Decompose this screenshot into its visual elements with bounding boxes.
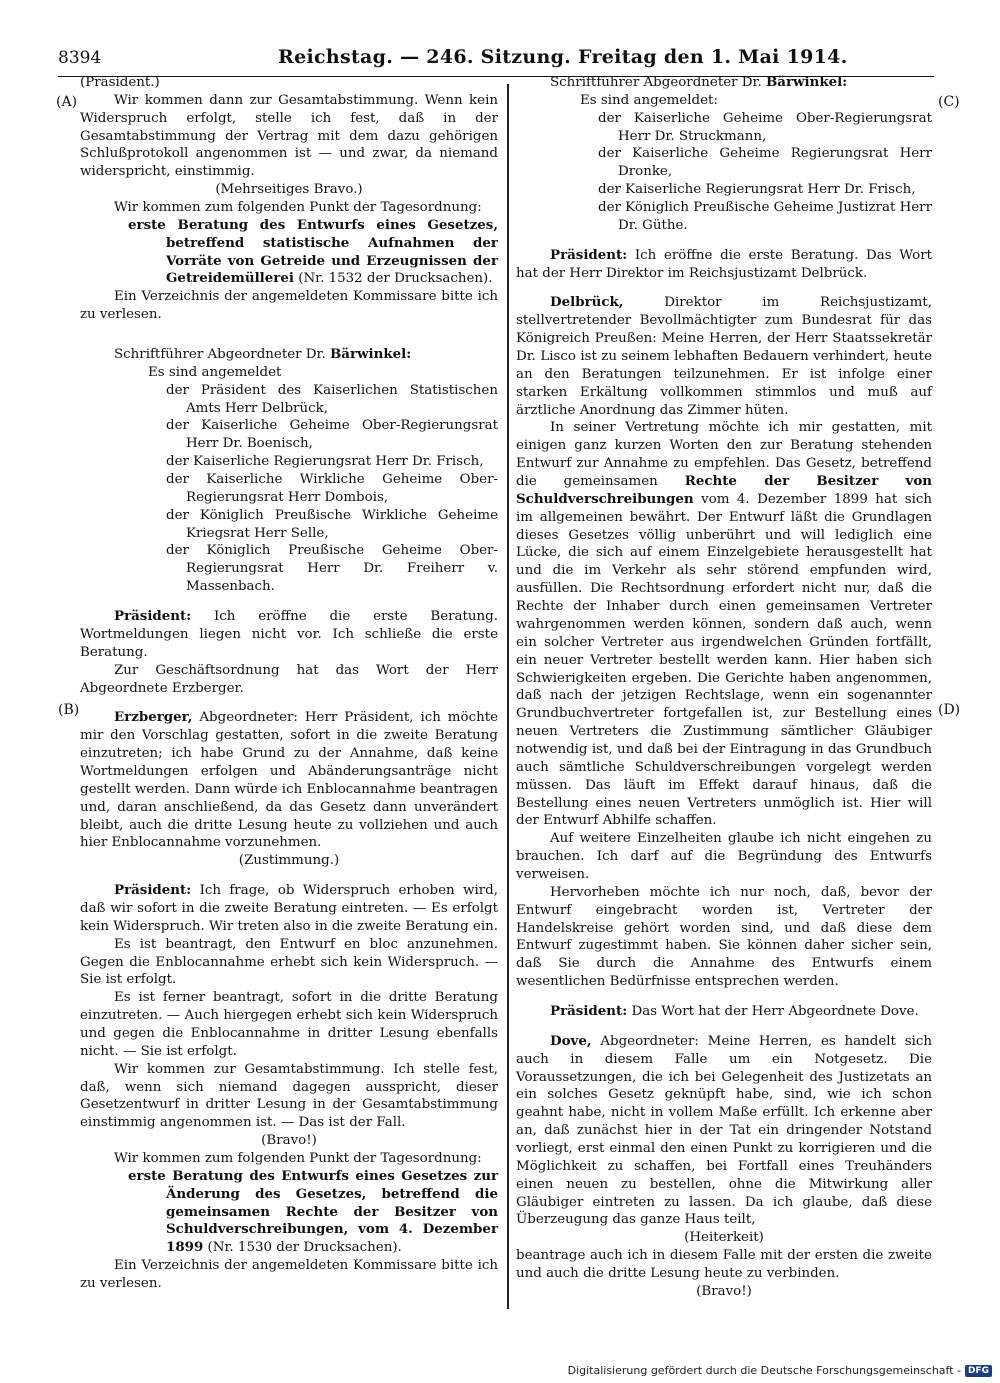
speech-text: Direktor im Reichsjustizamt, stellvertretender Bevollmächtigter zum Bundesrat für das Königreich Preußen: Meine Herren, der Herr Staatssekretär Dr. Lisco ist zu seinem lebhaften Bedauern verhindert, heute an den Beratungen teilzunehmen. Er ist infolge einer starken Erkältung vollkommen stimmlos und muß auf ärztliche Anordnung das Zimmer hüten. [516, 295, 932, 418]
margin-mark-a: (A) [56, 94, 78, 110]
digitization-credit [568, 1364, 992, 1377]
speaker-name: Delbrück, [550, 294, 624, 311]
agenda-item-ref: (Nr. 1532 der Drucksachen). [298, 271, 493, 287]
speech [516, 294, 932, 419]
paragraph [516, 419, 932, 830]
speech [516, 1033, 932, 1229]
list-item: der Königlich Preußische Geheime Ober-Regierungsrat Herr Dr. Freiherr v. Massenbach. [166, 543, 498, 595]
paragraph-text: In seiner Vertretung möchte ich mir gestatten, mit einigen ganz kurzen Worten den zur Beratung stehenden Entwurf zur Annahme zu empfehlen. Das Gesetz, betreffend die gemeinsamen [516, 420, 932, 490]
paragraph: Wir kommen zum folgenden Punkt der Tagesordnung: [114, 200, 482, 216]
list-intro: Es sind angemeldet: [580, 92, 718, 108]
page-number: 8394 [58, 48, 102, 68]
list-item: der Kaiserliche Regierungsrat Herr Dr. Frisch, [166, 454, 484, 470]
speech [516, 247, 932, 283]
margin-mark-c: (C) [938, 94, 960, 110]
paragraph: Hervorheben möchte ich nur noch, daß, bevor der Entwurf eingebracht worden ist, Vertreter der Handelskreise gehört worden sind, und daß diese dem Entwurf zugestimmt haben. Sie können daher sicher sein, daß Sie durch die Annahme des Entwurfs einem wesentlichen Bedürfnisse entsprechen werden. [516, 884, 932, 990]
agenda-item-title: erste Beratung des Entwurfs eines Gesetzes zur Änderung des Gesetzes, betreffend die gemeinsamen Rechte der Besitzer von Schuldverschreibungen, vom 4. Dezember 1899 [128, 1167, 498, 1256]
list-item: der Königlich Preußische Geheime Justizrat Herr Dr. Güthe. [598, 200, 932, 233]
speaker-name: Bärwinkel: [765, 74, 848, 90]
speech [80, 709, 498, 852]
margin-mark-d: (D) [938, 702, 961, 718]
speaker-name: Erzberger, [114, 709, 193, 726]
paragraph: Ein Verzeichnis der angemeldeten Kommissare bitte ich zu verlesen. [80, 289, 498, 323]
speaker-name: Bärwinkel: [329, 346, 412, 363]
agenda-item [80, 217, 498, 288]
speaker-continuation: (Präsident.) [80, 75, 160, 90]
list-item: der Königlich Preußische Wirkliche Geheime Kriegsrat Herr Selle, [166, 507, 498, 541]
speaker-name: Dove, [550, 1032, 592, 1049]
speech-text: Abgeordneter: Meine Herren, es handelt sich auch in diesem Falle um ein Notgesetz. Die Voraussetzungen, die ich bei Gelegenheit des Justizetats an ein solches Gesetz geknüpft habe, sind, wie ich schon geahnt habe, nicht in vollem Maße erfüllt. Ich erkenne aber an, daß zunächst hier in der Tat ein dringender Notstand vorliegt, erst einmal den einen Punkt zu korrigieren und die Möglichkeit zu schaffen, bei Fortfall eines Treuhänders einen neuen zu bestellen, ohne die Mitwirkung aller Gläubiger eintreten zu lassen. Da ich glaube, daß diese Überzeugung das ganze Haus teilt, [516, 1033, 933, 1228]
reaction: (Mehrseitiges Bravo.) [215, 182, 363, 198]
paragraph: Wir kommen zum folgenden Punkt der Tagesordnung: [114, 1150, 482, 1166]
margin-mark-b: (B) [58, 702, 80, 718]
speaker-name: Präsident: [114, 608, 192, 625]
speech-text: Das Wort hat der Herr Abgeordnete Dove. [631, 1003, 919, 1019]
dfg-logo: DFG [965, 1365, 992, 1377]
reaction: (Heiterkeit) [684, 1230, 764, 1246]
list-item: der Kaiserliche Geheime Ober-Regierungsrat Herr Dr. Boenisch, [166, 418, 498, 452]
list-intro: Es sind angemeldet [148, 364, 282, 380]
paragraph: Es ist ferner beantragt, sofort in die dritte Beratung einzutreten. — Auch hiergegen erhebt sich kein Widerspruch und gegen die Enblocannahme in dritter Lesung ebenfalls nicht. — Sie ist erfolgt. [80, 990, 498, 1059]
speech-text: Abgeordneter: Herr Präsident, ich möchte mir den Vorschlag gestatten, sofort in die zweite Beratung einzutreten; ich habe Grund zu der Annahme, daß keine Wortmeldungen erfolgen und Abänderungsanträge nicht gestellt werden. Dann würde ich Enblocannahme beantragen und, daran anschließend, da das Gesetz dann unverändert bleibt, auch die dritte Lesung heute zu vollziehen und auch hier Enblocannahme vorzunehmen. [80, 710, 499, 851]
paragraph: Wir kommen zur Gesamtabstimmung. Ich stelle fest, daß, wenn sich niemand dagegen ausspricht, dieser Gesetzentwurf in dritter Lesung in der Gesamtabstimmung einstimmig angenommen ist. — Das ist der Fall. [80, 1061, 498, 1131]
reaction: (Bravo!) [261, 1133, 317, 1149]
paragraph: Auf weitere Einzelheiten glaube ich nicht eingehen zu brauchen. Ich darf auf die Begründung des Entwurfs verweisen. [516, 831, 932, 882]
speaker-line [516, 74, 932, 92]
paragraph: Ein Verzeichnis der angemeldeten Kommissare bitte ich zu verlesen. [80, 1258, 498, 1291]
agenda-item [80, 1168, 498, 1257]
speaker-role: Schriftführer Abgeordneter Dr. [114, 347, 326, 363]
agenda-item-title: erste Beratung des Entwurfs eines Gesetzes, betreffend statistische Aufnahmen der Vorräte von Getreide und Erzeugnissen der Getreidemüllerei [128, 216, 498, 287]
speaker-line [80, 346, 498, 364]
speech [80, 882, 498, 936]
paragraph: beantrage auch ich in diesem Falle mit der ersten die zweite und auch die dritte Lesung heute zu verbinden. [516, 1248, 932, 1281]
right-column [516, 74, 932, 1301]
list-item: der Präsident des Kaiserlichen Statistischen Amts Herr Delbrück, [166, 382, 498, 416]
running-head: Reichstag. — 246. Sitzung. Freitag den 1. Mai 1914. [278, 46, 848, 68]
credit-text: Digitalisierung gefördert durch die Deutsche Forschungsgemeinschaft - [567, 1364, 961, 1377]
speech [80, 608, 498, 662]
speaker-name: Präsident: [550, 246, 628, 263]
list-item: der Kaiserliche Regierungsrat Herr Dr. Frisch, [598, 182, 916, 198]
paragraph: Wir kommen dann zur Gesamtabstimmung. Wenn kein Widerspruch erfolgt, stelle ich fest, daß in der Gesamtabstimmung der Vertrag mit dem dazu gehörigen Schlußprotokoll angenommen ist — und zwar, da niemand widerspricht, einstimmig. [80, 92, 498, 180]
reaction: (Bravo!) [696, 1283, 752, 1299]
paragraph: Zur Geschäftsordnung hat das Wort der Herr Abgeordnete Erzberger. [80, 662, 498, 696]
emphasis-term: Rechte der Besitzer von Schuldverschreibungen [516, 473, 932, 507]
agenda-item-ref: (Nr. 1530 der Drucksachen). [207, 1240, 402, 1256]
speech-text: Ich frage, ob Widerspruch erhoben wird, daß wir sofort in die zweite Beratung eintreten. — Es erfolgt kein Widerspruch. Wir treten also in die zweite Beratung ein. [80, 883, 499, 934]
speech-text: Ich eröffne die erste Beratung. Das Wort hat der Herr Direktor im Reichsjustizamt Delbrück. [516, 247, 932, 281]
page-header [58, 44, 934, 77]
speech-text: Ich eröffne die erste Beratung. Wortmeldungen liegen nicht vor. Ich schließe die erste Beratung. [80, 609, 498, 660]
paragraph: Es ist beantragt, den Entwurf en bloc anzunehmen. Gegen die Enblocannahme erhebt sich kein Widerspruch. — Sie ist erfolgt. [80, 936, 498, 988]
paragraph-text: vom 4. Dezember 1899 hat sich im allgemeinen bewährt. Der Entwurf läßt die Grundlagen dieses Gesetzes völlig unberührt und will lediglich eine Lücke, die sich auf einem Einzelgebiete herausgestellt hat und die im Verkehr als sehr störend empfunden wird, ausfüllen. Die Rechtsordnung erfordert nicht nur, daß die Rechte der Inhaber durch einen gemeinsamen Vertreter wahrgenommen werden können, sondern daß auch, wenn ein solcher Vertreter aus irgendwelchen Gründen fortfällt, ein neuer Vertreter bestellt werden kann. Hier haben sich Schwierigkeiten ergeben. Die Gerichte haben angenommen, daß nach der jetzigen Rechtslage, wenn ein sogenannter Grundbuchvertreter fortgefallen ist, zur Bestellung eines neuen Vertreters die Zustimmung sämtlicher Gläubiger notwendig ist, und daß bei der Eintragung in das Grundbuch auch sämtliche Schuldverschreibungen vorgelegt werden müssen. Das läuft im Effekt darauf hinaus, daß die Bestellung eines neuen Vertreters unmöglich ist. Hier will der Entwurf Abhilfe schaffen. [516, 491, 932, 829]
list-item: der Kaiserliche Geheime Ober-Regierungsrat Herr Dr. Struckmann, [598, 110, 932, 144]
speech [516, 1003, 932, 1021]
reaction: (Zustimmung.) [238, 853, 340, 869]
speaker-role: Schriftführer Abgeordneter Dr. [550, 75, 762, 90]
list-item: der Kaiserliche Wirkliche Geheime Ober-Regierungsrat Herr Dombois, [166, 472, 498, 505]
left-column [80, 74, 498, 1293]
column-divider [507, 84, 509, 1309]
speaker-name: Präsident: [550, 1002, 628, 1019]
speaker-name: Präsident: [114, 882, 192, 899]
list-item: der Kaiserliche Geheime Regierungsrat Herr Dronke, [598, 146, 932, 180]
